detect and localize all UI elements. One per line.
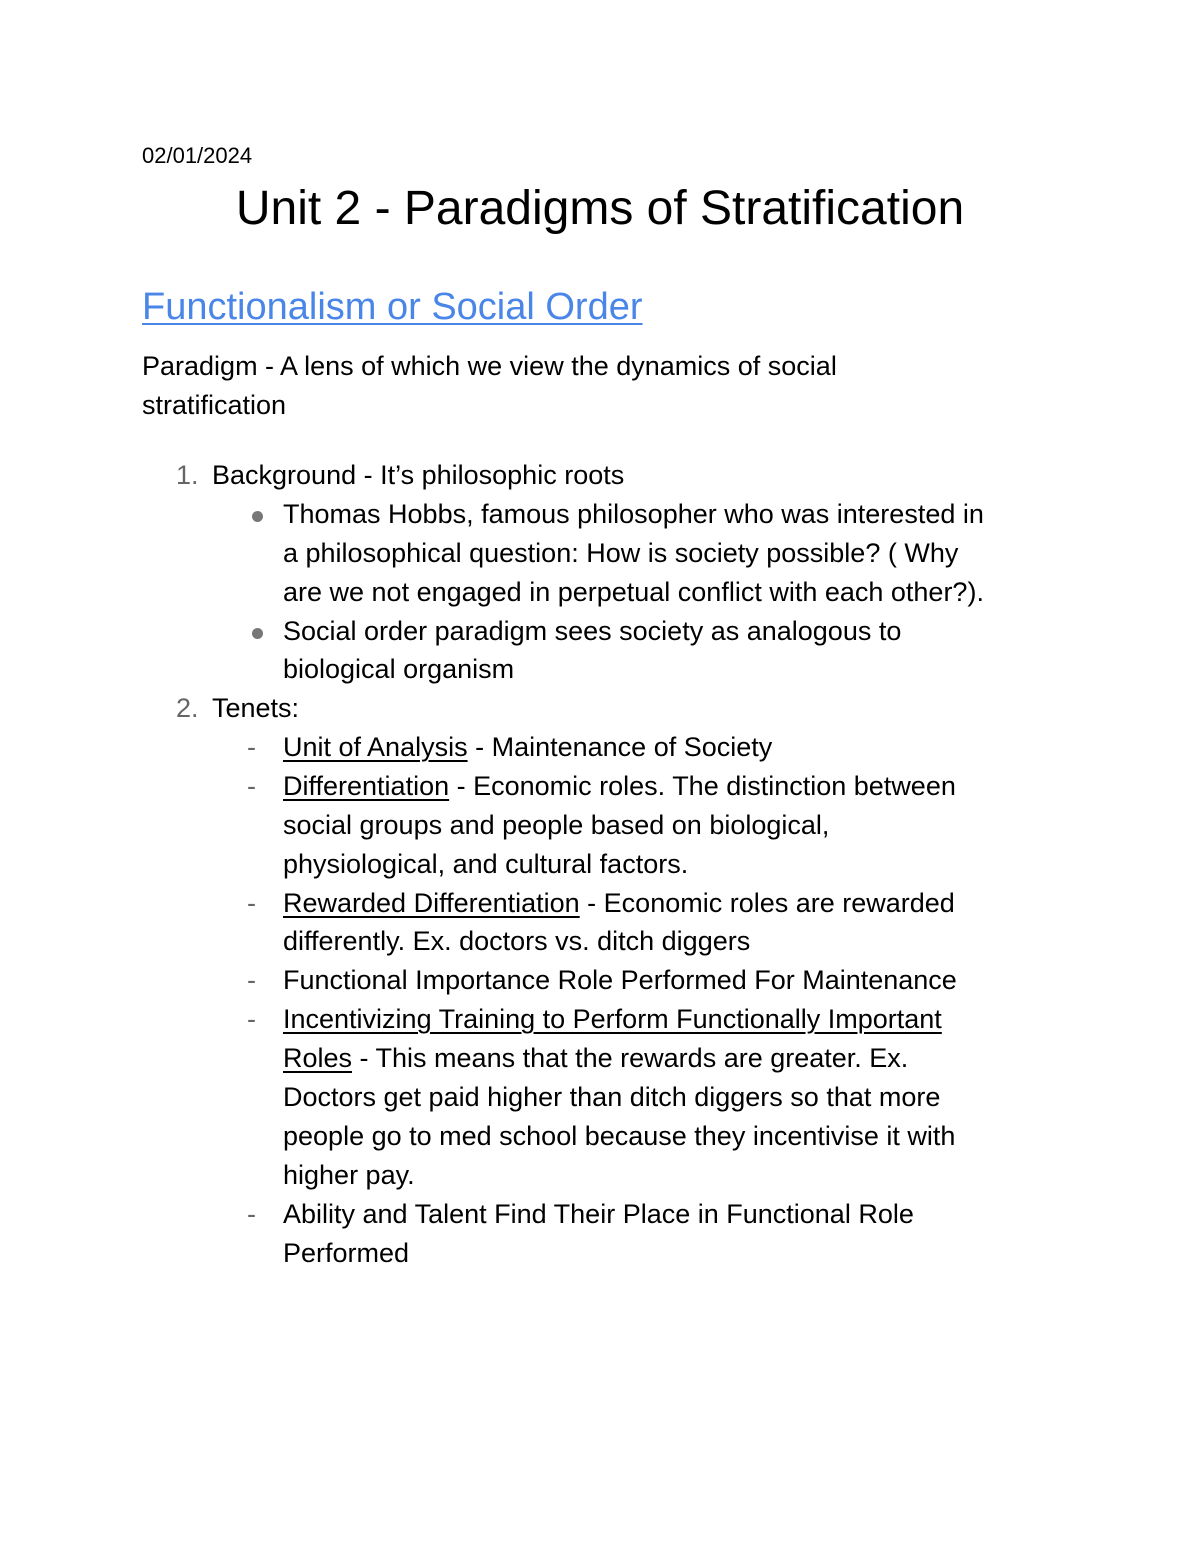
tenet-description: - Economic roles are rewarded xyxy=(579,888,955,918)
bullet-social-order-line-1: Social order paradigm sees society as analogous to xyxy=(283,616,902,646)
bullet-hobbs-line-1: Thomas Hobbs, famous philosopher who was interested in xyxy=(283,499,984,529)
tenet-incentivizing-term: Incentivizing Training to Perform Functionally Important xyxy=(283,1004,942,1034)
bullet-social-order-line-2: biological organism xyxy=(283,654,515,684)
tenet-term: Differentiation xyxy=(283,771,450,801)
tenet-incentivizing-line-5: higher pay. xyxy=(283,1160,415,1190)
dash-marker: - xyxy=(247,1004,256,1034)
section-heading: Functionalism or Social Order xyxy=(142,286,643,328)
bullet-hobbs-line-3: are we not engaged in perpetual conflict with each other?). xyxy=(283,577,984,607)
dash-marker: - xyxy=(247,771,256,801)
tenet-differentiation xyxy=(283,767,956,806)
dash-marker: - xyxy=(247,1199,256,1229)
bullet-icon xyxy=(252,511,263,522)
tenet-incentivizing-line-3: Doctors get paid higher than ditch diggers so that more xyxy=(283,1082,941,1112)
tenet-differentiation-line-2: social groups and people based on biological, xyxy=(283,810,830,840)
list-item-background: Background - It’s philosophic roots xyxy=(212,460,625,490)
dash-marker: - xyxy=(247,732,256,762)
tenet-functional-importance: Functional Importance Role Performed For Maintenance xyxy=(283,965,957,995)
tenet-description: - This means that the rewards are greater. Ex. xyxy=(352,1043,909,1073)
document-date: 02/01/2024 xyxy=(142,143,253,168)
tenet-rewarded-differentiation-line-2: differently. Ex. doctors vs. ditch diggers xyxy=(283,926,751,956)
dash-marker: - xyxy=(247,965,256,995)
tenet-ability-talent-line-2: Performed xyxy=(283,1238,410,1268)
bullet-icon xyxy=(252,628,263,639)
list-item-tenets: Tenets: xyxy=(212,693,300,723)
tenet-incentivizing-line-2 xyxy=(283,1039,908,1078)
tenet-term: Roles xyxy=(283,1043,353,1073)
dash-marker: - xyxy=(247,888,256,918)
tenet-differentiation-line-3: physiological, and cultural factors. xyxy=(283,849,689,879)
paradigm-definition: Paradigm - A lens of which we view the dynamics of social stratification xyxy=(142,351,837,420)
tenet-description: - Maintenance of Society xyxy=(467,732,773,762)
tenet-unit-of-analysis xyxy=(283,728,772,767)
tenet-rewarded-differentiation xyxy=(283,884,955,923)
tenet-ability-talent-line-1: Ability and Talent Find Their Place in Functional Role xyxy=(283,1199,914,1229)
tenet-description: - Economic roles. The distinction between xyxy=(449,771,956,801)
tenet-term: Unit of Analysis xyxy=(283,732,468,762)
list-item-number-2: 2. xyxy=(176,693,199,723)
bullet-hobbs-line-2: a philosophical question: How is society possible? ( Why xyxy=(283,538,959,568)
document-title: Unit 2 - Paradigms of Stratification xyxy=(235,182,965,235)
tenet-term: Rewarded Differentiation xyxy=(283,888,580,918)
tenet-incentivizing-line-4: people go to med school because they incentivise it with xyxy=(283,1121,956,1151)
list-item-number-1: 1. xyxy=(176,460,199,490)
